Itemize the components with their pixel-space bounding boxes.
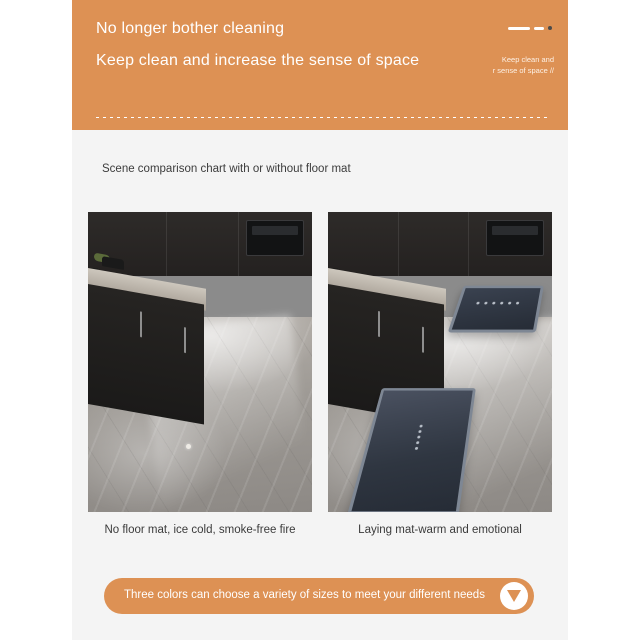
photo-without-mat <box>88 212 312 512</box>
comparison-photos <box>88 212 552 512</box>
dot-icon <box>548 26 552 30</box>
base-cabinets <box>88 284 204 424</box>
banner-dotted-divider <box>96 117 548 118</box>
banner-headline-primary: No longer bother cleaning <box>96 20 285 37</box>
promo-banner[interactable] <box>104 578 534 614</box>
promo-text: Three colors can choose a variety of sizes to meet your different needs <box>124 589 485 601</box>
caption-with-mat: Laying mat-warm and emotional <box>358 524 522 536</box>
mat-dot <box>500 302 504 305</box>
dash-long-icon <box>508 27 530 30</box>
mat-dot-pattern <box>415 425 423 450</box>
content-column <box>72 0 568 640</box>
upper-cabinets <box>328 212 552 276</box>
cabinet-handle <box>140 311 142 337</box>
mat-dot <box>415 447 419 450</box>
decorative-dash-group <box>508 26 552 30</box>
cabinet-seam <box>166 212 167 276</box>
mat-dot-pattern <box>476 302 519 305</box>
dash-short-icon <box>534 27 544 30</box>
banner-side-note <box>476 54 554 76</box>
cabinet-handle <box>378 311 380 337</box>
floor-speck <box>186 444 191 449</box>
banner-side-note-line1: Keep clean and <box>501 55 554 64</box>
cabinet-handle <box>184 327 186 353</box>
mat-dot <box>484 302 488 305</box>
photo-captions <box>88 524 552 536</box>
built-in-oven <box>246 220 304 256</box>
cabinet-seam <box>468 212 469 276</box>
mat-dot <box>476 302 480 305</box>
kitchen-mat-small <box>448 286 544 333</box>
photo-with-mat <box>328 212 552 512</box>
built-in-oven <box>486 220 544 256</box>
mat-dot <box>418 430 422 433</box>
chevron-down-icon[interactable] <box>500 582 528 610</box>
cabinet-handle <box>422 327 424 353</box>
banner-side-note-line2: r sense of space // <box>492 66 554 75</box>
mat-dot <box>416 442 420 445</box>
mat-dot <box>492 302 496 305</box>
mat-dot <box>419 425 422 428</box>
section-label: Scene comparison chart with or without floor mat <box>102 163 351 175</box>
mat-dot <box>417 436 421 439</box>
header-banner <box>72 0 568 130</box>
cabinet-seam <box>398 212 399 276</box>
cabinet-seam <box>238 212 239 276</box>
mat-dot <box>516 302 520 305</box>
caption-without-mat: No floor mat, ice cold, smoke-free fire <box>104 524 296 536</box>
mat-dot <box>508 302 512 305</box>
banner-headline-secondary: Keep clean and increase the sense of space <box>96 52 420 69</box>
